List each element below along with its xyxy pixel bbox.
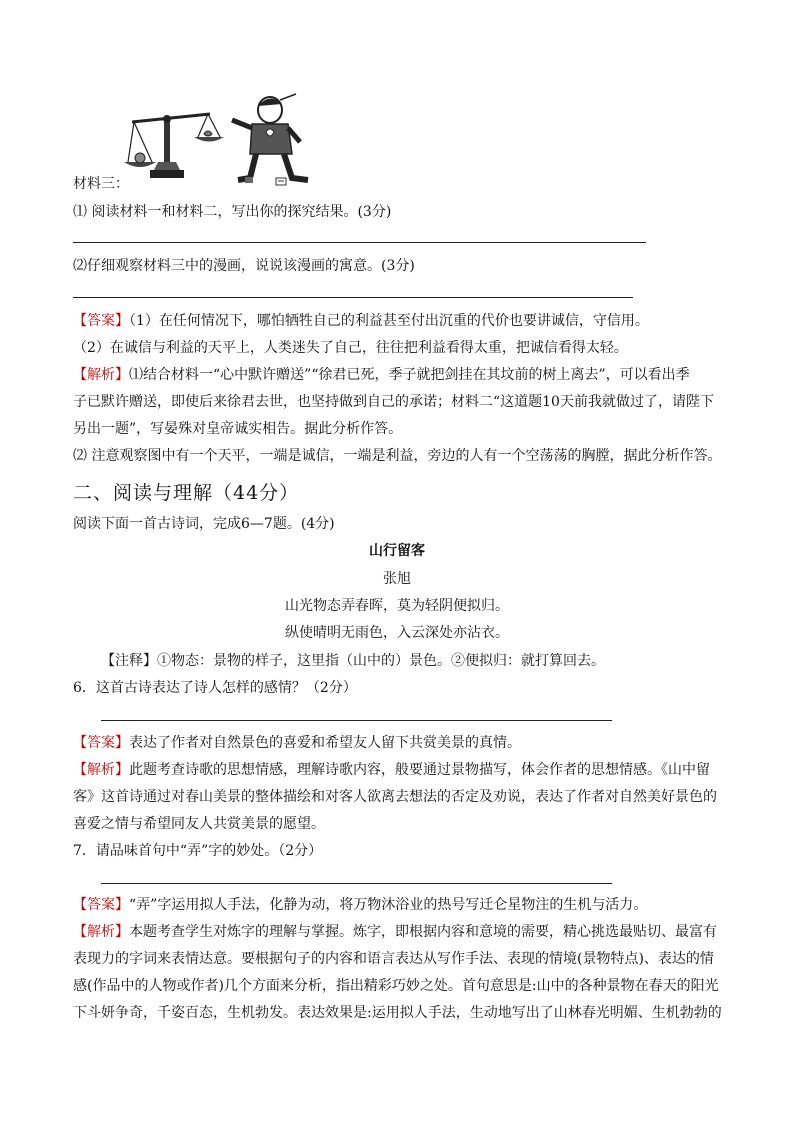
question-6: 6．这首古诗表达了诗人怎样的感情？（2分）: [73, 680, 357, 696]
analysis-text-line-2: 子已默许赠送，即使后来徐君去世，也坚持做到自己的承诺；材料二“这道题10天前我就做过了，请陛下: [73, 394, 714, 410]
poem-line-1: 山光物态弄春晖，莫为轻阴便拟归。: [285, 598, 509, 614]
analysis-q7-line-4: 下斗妍争奇，千姿百态，生机勃发。表达效果是:运用拟人手法，生动地写出了山林春光明媚、生机勃勃的: [73, 1005, 722, 1021]
answer-line-q2: [73, 297, 633, 298]
analysis-q6-line-2: 客》这首诗通过对春山美景的整体描绘和对客人欲离去想法的否定及劝说，表达了作者对自然美好景色的: [73, 789, 717, 805]
answer-block-q6: [73, 733, 521, 753]
question-1-prompt: ⑴ 阅读材料一和材料二，写出你的探究结果。(3分): [73, 204, 392, 220]
material-3-label: 材料三：: [73, 176, 129, 192]
answer-block-q7: [73, 895, 647, 915]
section-heading: 二、阅读与理解（44分）: [73, 482, 300, 504]
poem-title: 山行留客: [369, 543, 425, 559]
analysis-block-q7: [73, 922, 717, 942]
analysis-block-1: [73, 365, 690, 385]
answer-text: （1）在任何情况下，哪怕牺牲自己的利益甚至付出沉重的代价也要讲诚信，守信用。: [129, 313, 649, 329]
answer-text: “弄”字运用拟人手法，化静为动，将万物沐浴业的热号写迁仑星物注的生机与活力。: [129, 897, 648, 913]
analysis-q7-line-3: 感(作品中的人物或作者)几个方面来分析，指出精彩巧妙之处。首句意思是:山中的各种景物在春天的阳光: [73, 978, 719, 994]
question-2-prompt: ⑵仔细观察材料三中的漫画，说说该漫画的寓意。(3分): [73, 258, 415, 274]
reading-intro: 阅读下面一首古诗词，完成6—7题。(4分): [73, 516, 335, 532]
answer-tag: 【答案】: [73, 897, 129, 913]
analysis-text: 本题考查学生对炼字的理解与掌握。炼字，即根据内容和意境的需要，精心挑选最贴切、最富有: [129, 924, 717, 940]
answer-tag: 【答案】: [73, 313, 129, 329]
analysis-text-line-4: ⑵ 注意观察图中有一个天平，一端是诚信，一端是利益，旁边的人有一个空荡荡的胸膛，据此分析作答。: [73, 448, 722, 464]
answer-tag: 【答案】: [73, 735, 129, 751]
answer-line-q6: [101, 720, 612, 721]
analysis-text: 此题考查诗歌的思想情感，理解诗歌内容，般要通过景物描写，体会作者的思想情感。《山中留: [129, 762, 710, 778]
answer-text: 表达了作者对自然景色的喜爱和希望友人留下共赏美景的真情。: [129, 735, 521, 751]
analysis-q6-line-3: 喜爱之情与希望同友人共赏美景的愿望。: [73, 816, 325, 832]
analysis-tag: 【解析】: [73, 924, 129, 940]
analysis-tag: 【解析】: [73, 367, 129, 383]
poem-note: 【注释】①物态：景物的样子，这里指（山中的）景色。②便拟归：就打算回去。: [101, 653, 605, 669]
analysis-tag: 【解析】: [73, 762, 129, 778]
scale-cartoon-illustration: [120, 92, 320, 187]
question-7: 7．请品味首句中“弄”字的妙处。（2分）: [73, 843, 323, 859]
answer-line-q1: [73, 242, 646, 243]
answer-text-2: （2）在诚信与利益的天平上，人类迷失了自己，往往把利益看得太重，把诚信看得太轻。: [73, 340, 628, 356]
poem-line-2: 纵使晴明无雨色，入云深处亦沾衣。: [285, 625, 509, 641]
analysis-block-q6: [73, 760, 710, 780]
answer-line-q7: [101, 883, 612, 884]
answer-block-1: [73, 311, 649, 331]
poem-author: 张旭: [383, 571, 411, 587]
analysis-text-line-3: 另出一题”，写晏殊对皇帝诚实相告。据此分析作答。: [73, 421, 403, 437]
analysis-q7-line-2: 表现力的字词来表情达意。要根据句子的内容和语言表达从写作手法、表现的情境(景物特点)、表达的情: [73, 951, 714, 967]
analysis-text: ⑴结合材料一“心中默许赠送”“徐君已死，季子就把剑挂在其坟前的树上离去”，可以看出季: [129, 367, 690, 383]
